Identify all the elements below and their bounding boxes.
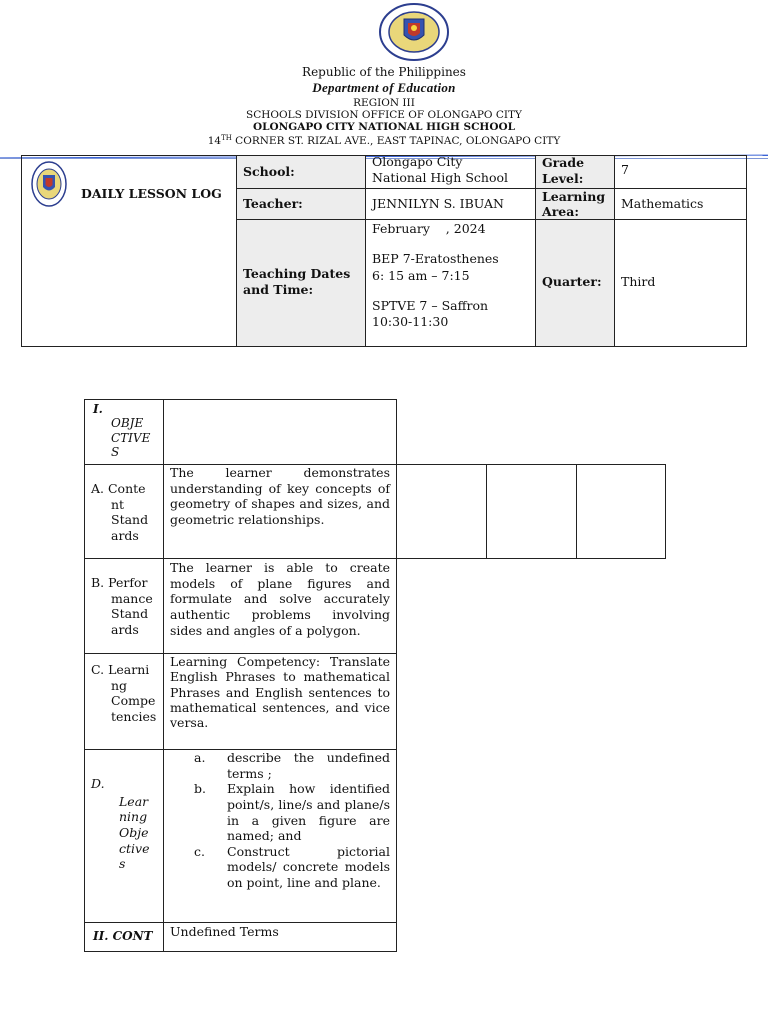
content-heading-cell xyxy=(84,922,164,952)
address-number: 14 xyxy=(207,135,222,147)
performance-label-line-4: ards xyxy=(111,621,139,637)
extra-cell-2 xyxy=(486,464,577,559)
objective-marker: b. xyxy=(194,781,206,797)
school-label: School: xyxy=(243,164,295,179)
lo-label-line-1: D. xyxy=(91,776,105,791)
performance-label-line-1: B. Perfor xyxy=(91,575,148,590)
performance-standards-text-cell xyxy=(163,558,397,654)
dates-label-cell xyxy=(236,219,366,347)
teacher-label: Teacher: xyxy=(243,196,303,211)
objectives-heading-content-cell xyxy=(163,399,397,465)
learning-objectives-text-cell xyxy=(163,749,397,923)
learning-objectives-label-cell xyxy=(84,749,164,923)
objective-marker: a. xyxy=(194,750,206,765)
teacher-value-cell xyxy=(365,188,536,220)
area-label-line-2: Area: xyxy=(542,204,579,219)
dates-value-cell xyxy=(365,219,536,347)
region-line: REGION III xyxy=(353,97,415,109)
learning-objective-item xyxy=(164,844,390,891)
content-label-line-1: A. Conte xyxy=(91,481,146,496)
competencies-label-line-3: Compe xyxy=(111,693,156,709)
content-standards-text-cell xyxy=(163,464,397,559)
department-line: Department of Education xyxy=(312,80,456,95)
school-label-cell xyxy=(236,155,366,189)
content-label-line-3: Stand xyxy=(111,512,149,528)
content-standards-text: The learner demonstrates understanding of key concepts of geometry of shapes and sizes, and geometric relationships. xyxy=(170,465,390,527)
performance-label-line-3: Stand xyxy=(111,606,149,622)
school-value-line-2: National High School xyxy=(372,169,508,185)
grade-value: 7 xyxy=(621,162,629,177)
date-line: February , 2024 xyxy=(372,221,486,236)
grade-label-line-2: Level: xyxy=(542,170,584,186)
lo-label-line-6: s xyxy=(119,856,126,872)
content-standards-label-cell xyxy=(84,464,164,559)
address-line xyxy=(0,135,768,147)
lo-label-line-4: Obje xyxy=(119,824,149,840)
deped-seal-small-logo xyxy=(30,160,68,208)
daily-lesson-log-title: DAILY LESSON LOG xyxy=(81,186,222,201)
address-rest: CORNER ST. RIZAL AVE., EAST TAPINAC, OLONGAPO CITY xyxy=(231,135,561,147)
lo-label-line-3: ning xyxy=(119,809,148,825)
lo-label-line-5: ctive xyxy=(119,840,150,856)
grade-value-cell xyxy=(614,155,747,189)
objectives-heading-cell xyxy=(84,399,164,465)
objectives-word: OBJE CTIVE S xyxy=(111,416,151,460)
division-line: SCHOOLS DIVISION OFFICE OF OLONGAPO CITY xyxy=(246,109,522,121)
content-label-line-2: nt xyxy=(111,496,125,512)
learning-objectives-list xyxy=(164,750,390,891)
dates-label-line-2: and Time: xyxy=(243,282,314,298)
content-heading-text: Undefined Terms xyxy=(170,924,279,939)
objective-marker: c. xyxy=(194,843,205,859)
dates-label-line-1: Teaching Dates xyxy=(243,266,351,281)
quarter-label: Quarter: xyxy=(542,274,602,289)
objective-text: Explain how identified point/s, line/s and plane/s in a given figure are named; and xyxy=(227,781,390,844)
content-label-line-4: ards xyxy=(111,527,139,543)
school-value-line-1: Olongapo City xyxy=(372,154,463,169)
quarter-value-cell xyxy=(614,219,747,347)
address-superscript: TH xyxy=(221,134,232,142)
area-label-cell xyxy=(535,188,615,220)
quarter-label-cell xyxy=(535,219,615,347)
competencies-label-line-1: C. Learni xyxy=(91,662,150,677)
section2-line-2: 10:30-11:30 xyxy=(372,314,449,329)
section1-line-1: BEP 7-Eratosthenes xyxy=(372,251,499,267)
lo-label-line-2: Lear xyxy=(119,793,149,809)
deped-seal-logo xyxy=(378,3,450,61)
objective-text: describe the undefined terms ; xyxy=(227,750,390,781)
competencies-label-line-4: tencies xyxy=(111,708,157,724)
republic-line: Republic of the Philippines xyxy=(302,65,466,79)
section2-line-1: SPTVE 7 – Saffron xyxy=(372,297,489,313)
quarter-value: Third xyxy=(621,274,656,289)
teacher-value: JENNILYN S. IBUAN xyxy=(372,196,504,211)
area-value: Mathematics xyxy=(621,196,704,211)
performance-standards-label-cell xyxy=(84,558,164,654)
learning-objective-item xyxy=(164,781,390,844)
extra-cell-3 xyxy=(576,464,666,559)
performance-standards-text: The learner is able to create models of plane figures and formulate and solve accurately authentic problems involving sides and angles of a polygon. xyxy=(170,560,390,638)
grade-label-cell xyxy=(535,155,615,189)
school-value-cell xyxy=(365,155,536,189)
objective-text: Construct pictorial models/ concrete models on point, line and plane. xyxy=(227,843,390,890)
section1-line-2: 6: 15 am – 7:15 xyxy=(372,267,470,283)
grade-label-line-1: Grade xyxy=(542,155,585,170)
extra-cell-1 xyxy=(396,464,487,559)
competencies-label-line-2: ng xyxy=(111,677,128,693)
teacher-label-cell xyxy=(236,188,366,220)
competencies-label-cell xyxy=(84,653,164,750)
area-value-cell xyxy=(614,188,747,220)
content-heading: II. CONT xyxy=(93,929,153,943)
content-heading-text-cell xyxy=(163,922,397,952)
objectives-number: I. xyxy=(93,402,103,416)
performance-label-line-2: mance xyxy=(111,590,153,606)
area-label-line-1: Learning xyxy=(542,189,606,204)
school-name-line: OLONGAPO CITY NATIONAL HIGH SCHOOL xyxy=(252,121,516,133)
competencies-text-cell xyxy=(163,653,397,750)
learning-objective-item xyxy=(164,750,390,781)
competencies-text: Learning Competency: Translate English Phrases to mathematical Phrases and English sentences to mathematical sentences, and vice versa. xyxy=(170,654,390,730)
